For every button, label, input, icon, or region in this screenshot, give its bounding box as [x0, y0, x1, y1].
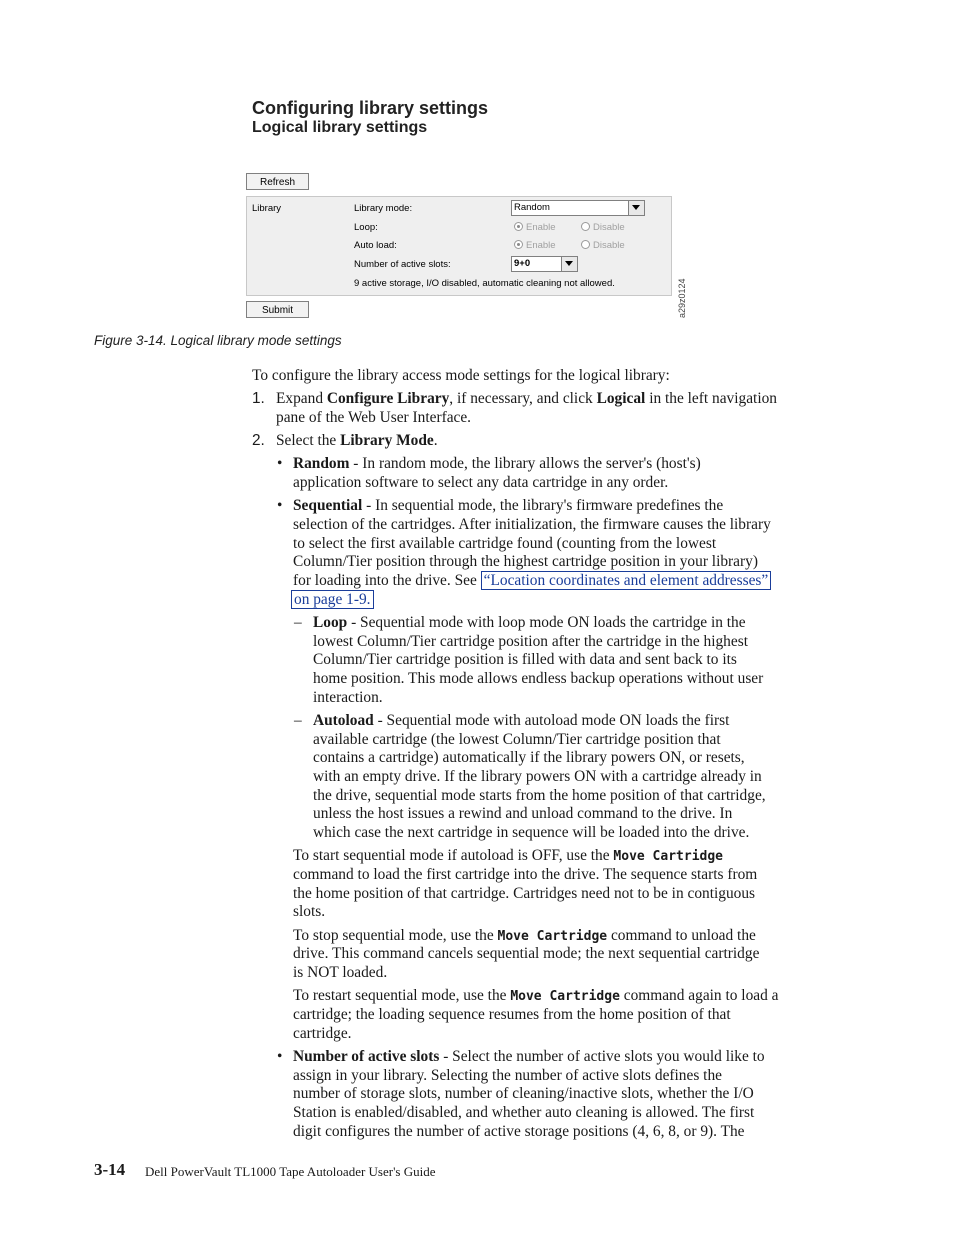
figure-id: a29z0124: [677, 278, 687, 318]
bullet-icon: •: [277, 497, 283, 514]
intro-paragraph: To configure the library access mode settings for the logical library:: [252, 367, 670, 384]
autoload-enable-label: Enable: [526, 240, 556, 251]
step-number: 2.: [252, 432, 265, 449]
loop-disable-label: Disable: [593, 222, 625, 233]
loop-line2: lowest Column/Tier cartridge position after the cartridge in the highest: [313, 633, 748, 650]
refresh-button[interactable]: Refresh: [246, 173, 309, 190]
loop-label: Loop:: [354, 222, 378, 233]
start-line2: command to load the first cartridge into the drive. The sequence starts from: [293, 866, 758, 883]
autoload-line2: available cartridge (the lowest Column/Tier cartridge position that: [313, 731, 721, 748]
submit-button[interactable]: Submit: [246, 301, 309, 318]
autoload-line7: which case the next cartridge in sequence will be loaded into the drive.: [313, 824, 750, 841]
loop-enable-radio[interactable]: [514, 222, 556, 233]
loop-line5: interaction.: [313, 689, 383, 706]
config-note: 9 active storage, I/O disabled, automatic cleaning not allowed.: [354, 278, 615, 289]
start-line4: slots.: [293, 903, 326, 920]
loop-line4: home position. This mode allows endless backup operations without user: [313, 670, 764, 687]
step-number: 1.: [252, 390, 265, 407]
stop-line3: is NOT loaded.: [293, 964, 388, 981]
autoload-disable-radio[interactable]: [581, 240, 625, 251]
library-settings-panel: [246, 196, 672, 296]
slots-line3: number of storage slots, number of cleaning/inactive slots, whether the I/O: [293, 1085, 754, 1102]
autoload-line6: unless the host issues a rewind and unload command to the drive. In: [313, 805, 733, 822]
book-title: Dell PowerVault TL1000 Tape Autoloader User's Guide: [145, 1164, 436, 1179]
sequential-line4: Column/Tier position through the highest cartridge position in your library): [293, 553, 758, 570]
slots-line5: digit configures the number of active storage positions (4, 6, 8, or 9). The: [293, 1123, 745, 1140]
location-coordinates-link[interactable]: “Location coordinates and element addresses”: [481, 571, 772, 590]
slots-line2: assign in your library. Selecting the number of active slots defines the: [293, 1067, 722, 1084]
active-slots-value: 9+0: [514, 258, 531, 269]
active-slots-select[interactable]: [511, 256, 578, 272]
stop-line2: drive. This command cancels sequential mode; the next sequential cartridge: [293, 945, 760, 962]
panel-title: Library: [252, 203, 282, 214]
random-line2: application software to select any data cartridge in any order.: [293, 474, 669, 491]
sequential-line5: for loading into the drive. See “Location coordinates and element addresses”: [293, 571, 771, 590]
stop-line1: To stop sequential mode, use the Move Cartridge command to unload the: [293, 927, 756, 944]
autoload-line1: Autoload - Sequential mode with autoload mode ON loads the first: [313, 712, 730, 729]
library-mode-select[interactable]: [511, 200, 645, 216]
random-line1: Random - In random mode, the library allows the server's (host's): [293, 455, 701, 472]
sequential-line3: to select the first available cartridge found (counting from the lowest: [293, 535, 717, 552]
bullet-icon: •: [277, 1048, 283, 1065]
loop-disable-radio[interactable]: [581, 222, 625, 233]
sequential-line6: [291, 590, 374, 609]
section-heading: Configuring library settings: [252, 98, 489, 118]
radio-selected-icon: [514, 240, 523, 249]
loop-line1: Loop - Sequential mode with loop mode ON loads the cartridge in the: [313, 614, 746, 631]
dash-icon: –: [294, 614, 302, 631]
loop-enable-label: Enable: [526, 222, 556, 233]
sequential-line2: selection of the cartridges. After initialization, the firmware causes the library: [293, 516, 771, 533]
autoload-line5: the drive, sequential mode starts from the home position of that cartridge,: [313, 787, 766, 804]
bullet-icon: •: [277, 455, 283, 472]
sequential-line1: Sequential - In sequential mode, the library's firmware predefines the: [293, 497, 724, 514]
step1-line2: pane of the Web User Interface.: [276, 409, 472, 426]
chevron-down-icon: [561, 257, 577, 271]
step1-line1: Expand Configure Library, if necessary, and click Logical in the left navigation: [276, 390, 777, 407]
page-ref-link[interactable]: on page 1-9.: [291, 590, 374, 609]
step2-line1: Select the Library Mode.: [276, 432, 438, 449]
radio-selected-icon: [514, 222, 523, 231]
restart-line1: To restart sequential mode, use the Move Cartridge command again to load a: [293, 987, 779, 1004]
page-number: 3-14: [94, 1160, 126, 1179]
loop-line3: Column/Tier cartridge position is filled with data and sent back to its: [313, 651, 737, 668]
restart-line2: cartridge; the loading sequence resumes from the home position of that: [293, 1006, 731, 1023]
autoload-line3: contains a cartridge) automatically if the library powers ON, or resets,: [313, 749, 745, 766]
active-slots-label: Number of active slots:: [354, 259, 451, 270]
slots-line1: Number of active slots - Select the number of active slots you would like to: [293, 1048, 765, 1065]
start-line1: To start sequential mode if autoload is OFF, use the Move Cartridge: [293, 847, 723, 864]
slots-line4: Station is enabled/disabled, and whether auto cleaning is allowed. The first: [293, 1104, 755, 1121]
figure-caption: Figure 3-14. Logical library mode settings: [94, 333, 342, 348]
library-mode-value: Random: [514, 202, 550, 213]
autoload-disable-label: Disable: [593, 240, 625, 251]
autoload-line4: with an empty drive. If the library powers ON with a cartridge already in: [313, 768, 762, 785]
chevron-down-icon: [628, 201, 644, 215]
radio-empty-icon: [581, 222, 590, 231]
restart-line3: cartridge.: [293, 1025, 352, 1042]
dash-icon: –: [294, 712, 302, 729]
library-mode-label: Library mode:: [354, 203, 413, 214]
autoload-label: Auto load:: [354, 240, 397, 251]
start-line3: the home position of that cartridge. Cartridges need not to be in contiguous: [293, 885, 756, 902]
autoload-enable-radio[interactable]: [514, 240, 556, 251]
subsection-heading: Logical library settings: [252, 119, 428, 136]
radio-empty-icon: [581, 240, 590, 249]
